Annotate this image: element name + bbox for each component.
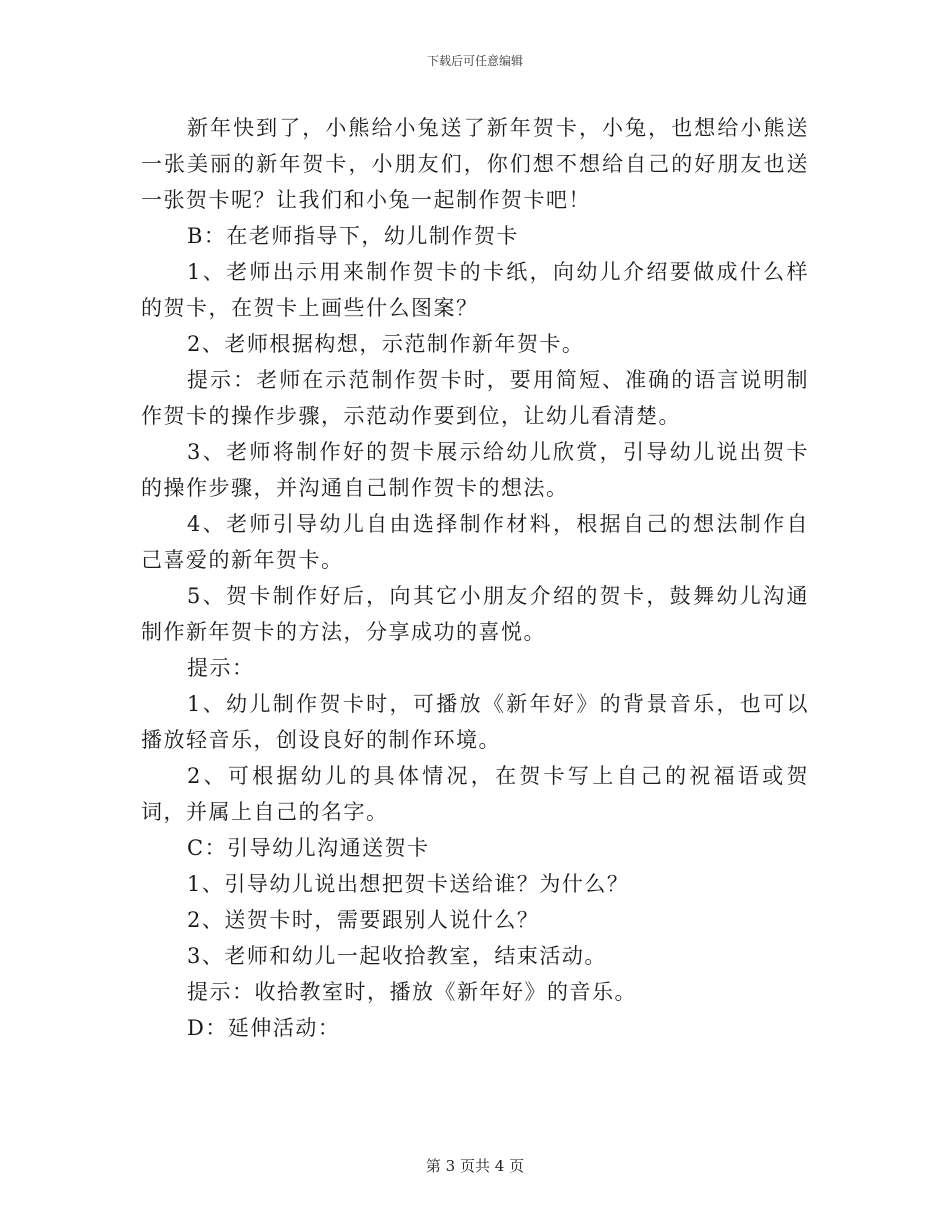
tip-paragraph: 提示：收拾教室时，播放《新年好》的音乐。: [187, 980, 637, 1004]
list-item: 1、幼儿制作贺卡时，可播放《新年好》的背景音乐，也可以播放轻音乐，创设良好的制作环境。: [141, 692, 809, 752]
list-item: 5、贺卡制作好后，向其它小朋友介绍的贺卡，鼓舞幼儿沟通制作新年贺卡的方法，分享成功的喜悦。: [141, 584, 809, 644]
list-item: 4、老师引导幼儿自由选择制作材料，根据自己的想法制作自己喜爱的新年贺卡。: [141, 512, 809, 572]
tip-heading: 提示：: [187, 656, 255, 680]
list-item: 1、老师出示用来制作贺卡的卡纸，向幼儿介绍要做成什么样的贺卡，在贺卡上画些什么图案？: [141, 260, 809, 320]
paragraph-intro: 新年快到了，小熊给小兔送了新年贺卡，小兔，也想给小熊送一张美丽的新年贺卡，小朋友们，你们想不想给自己的好朋友也送一张贺卡呢？让我们和小兔一起制作贺卡吧！: [141, 116, 809, 212]
list-item: 2、老师根据构想，示范制作新年贺卡。: [187, 332, 585, 356]
list-item: 2、可根据幼儿的具体情况，在贺卡写上自己的祝福语或贺词，并属上自己的名字。: [141, 764, 809, 824]
list-item: 1、引导幼儿说出想把贺卡送给谁？为什么？: [187, 872, 630, 896]
section-heading-c: C：引导幼儿沟通送贺卡: [187, 836, 430, 860]
page-number: 第 3 页共 4 页: [425, 1157, 525, 1175]
section-heading-d: D：延伸活动：: [187, 1016, 341, 1040]
document-body: [141, 110, 809, 1046]
page-header: 下载后可任意编辑: [426, 54, 523, 68]
list-item: 3、老师和幼儿一起收拾教室，结束活动。: [187, 944, 607, 968]
list-item: 2、送贺卡时，需要跟别人说什么？: [187, 908, 540, 932]
tip-paragraph: 提示：老师在示范制作贺卡时，要用简短、准确的语言说明制作贺卡的操作步骤，示范动作要到位，让幼儿看清楚。: [141, 368, 809, 428]
list-item: 3、老师将制作好的贺卡展示给幼儿欣赏，引导幼儿说出贺卡的操作步骤，并沟通自己制作贺卡的想法。: [141, 440, 809, 500]
section-heading-b: B：在老师指导下，幼儿制作贺卡: [187, 224, 519, 248]
